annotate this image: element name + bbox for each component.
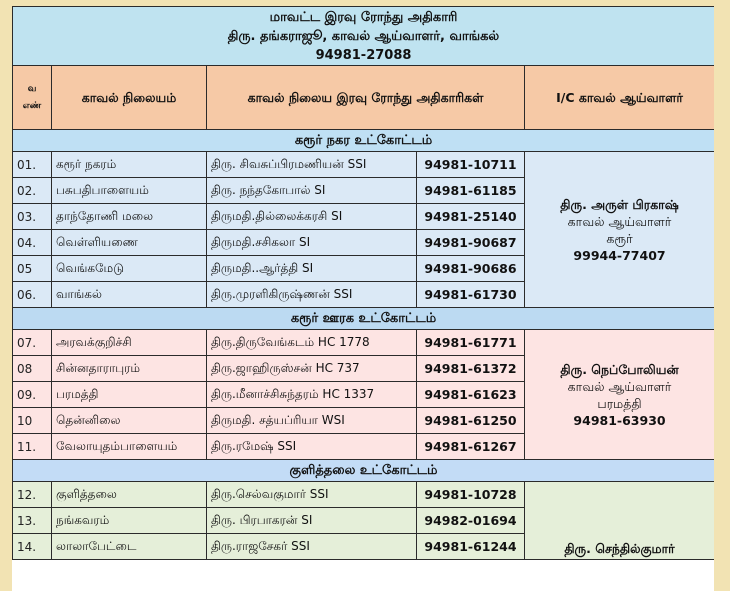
section-header [13,308,715,330]
header-block [13,7,715,66]
inspector-phone: 94981-63930 [573,412,666,428]
serial-number: 07. [13,330,52,356]
col-officers: காவல் நிலைய இரவு ரோந்து அதிகாரிகள் [207,66,525,130]
inspector-place: பரமத்தி [597,395,642,411]
district-officer: திரு. தங்கராஜூ, காவல் ஆய்வாளர், வாங்கல் [227,28,500,44]
section-title: கரூர் நகர உட்கோட்டம் [13,130,715,152]
officer-phone: 94981-61250 [417,408,525,434]
station-name: பசுபதிபாளையம் [52,178,207,204]
officer-phone: 94981-61185 [417,178,525,204]
officer-name: திருமதி.சசிகலா SI [207,230,417,256]
officer-name: திரு.ராஜசேகர் SSI [207,534,417,560]
serial-number: 01. [13,152,52,178]
officer-name: திருமதி..ஆர்த்தி SI [207,256,417,282]
officer-name: திரு. பிரபாகரன் SI [207,508,417,534]
station-name: வெள்ளியணை [52,230,207,256]
duty-roster-sheet [12,6,714,591]
officer-name: திரு.ஜாஹிருஸ்சன் HC 737 [207,356,417,382]
officer-name: திரு. சிவசுப்பிரமணியன் SSI [207,152,417,178]
inspector-name: திரு. நெப்போலியன் [560,361,679,377]
officer-phone: 94982-01694 [417,508,525,534]
serial-number: 10 [13,408,52,434]
col-inspector: I/C காவல் ஆய்வாளர் [525,66,715,130]
serial-number: 02. [13,178,52,204]
inspector-place: கரூர் [606,230,633,246]
table-row [13,482,715,508]
station-name: தென்னிலை [52,408,207,434]
officer-name: திரு. நந்தகோபால் SI [207,178,417,204]
district-officer-phone: 94981-27088 [315,47,412,63]
serial-number: 12. [13,482,52,508]
officer-phone: 94981-61730 [417,282,525,308]
inspector-phone: 99944-77407 [573,247,666,263]
col-serial: வ எண் [13,66,52,130]
officer-name: திரு.திருவேங்கடம் HC 1778 [207,330,417,356]
section-title: கரூர் ஊரக உட்கோட்டம் [13,308,715,330]
station-name: லாலாபேட்டை [52,534,207,560]
table-row [13,152,715,178]
officer-name: திருமதி.தில்லைக்கரசி SI [207,204,417,230]
station-name: தாந்தோணி மலை [52,204,207,230]
section-title: குளித்தலை உட்கோட்டம் [13,460,715,482]
section-header [13,460,715,482]
inspector-cell [525,152,715,308]
night-patrol-table [12,6,714,560]
serial-number: 09. [13,382,52,408]
serial-number: 05 [13,256,52,282]
serial-number: 08 [13,356,52,382]
serial-number: 04. [13,230,52,256]
officer-phone: 94981-25140 [417,204,525,230]
serial-number: 11. [13,434,52,460]
officer-name: திருமதி. சத்யப்ரியா WSI [207,408,417,434]
station-name: அரவக்குறிச்சி [52,330,207,356]
station-name: வெங்கமேடு [52,256,207,282]
header-row [13,7,715,66]
serial-number: 03. [13,204,52,230]
officer-phone: 94981-10711 [417,152,525,178]
officer-phone: 94981-10728 [417,482,525,508]
inspector-name: திரு. செந்தில்குமார் [564,541,675,556]
officer-phone: 94981-61623 [417,382,525,408]
serial-number: 14. [13,534,52,560]
table-row [13,330,715,356]
station-name: கரூர் நகரம் [52,152,207,178]
inspector-cell [525,482,715,560]
section-header [13,130,715,152]
col-station: காவல் நிலையம் [52,66,207,130]
serial-number: 06. [13,282,52,308]
station-name: நங்கவரம் [52,508,207,534]
officer-name: திரு.ரமேஷ் SSI [207,434,417,460]
officer-name: திரு.செல்வகுமார் SSI [207,482,417,508]
officer-phone: 94981-61771 [417,330,525,356]
station-name: வேலாயுதம்பாளையம் [52,434,207,460]
page-title: மாவட்ட இரவு ரோந்து அதிகாரி [269,9,458,25]
inspector-role: காவல் ஆய்வாளர் [567,378,672,394]
inspector-name: திரு. அருள் பிரகாஷ் [560,196,679,212]
officer-phone: 94981-90686 [417,256,525,282]
officer-phone: 94981-90687 [417,230,525,256]
officer-name: திரு.மீனாச்சிசுந்தரம் HC 1337 [207,382,417,408]
inspector-cell [525,330,715,460]
station-name: வாங்கல் [52,282,207,308]
officer-phone: 94981-61372 [417,356,525,382]
serial-number: 13. [13,508,52,534]
station-name: சின்னதாராபுரம் [52,356,207,382]
column-header-row [13,66,715,130]
station-name: பரமத்தி [52,382,207,408]
officer-phone: 94981-61244 [417,534,525,560]
officer-phone: 94981-61267 [417,434,525,460]
inspector-role: காவல் ஆய்வாளர் [567,213,672,229]
officer-name: திரு.முரளிகிருஷ்ணன் SSI [207,282,417,308]
station-name: குளித்தலை [52,482,207,508]
